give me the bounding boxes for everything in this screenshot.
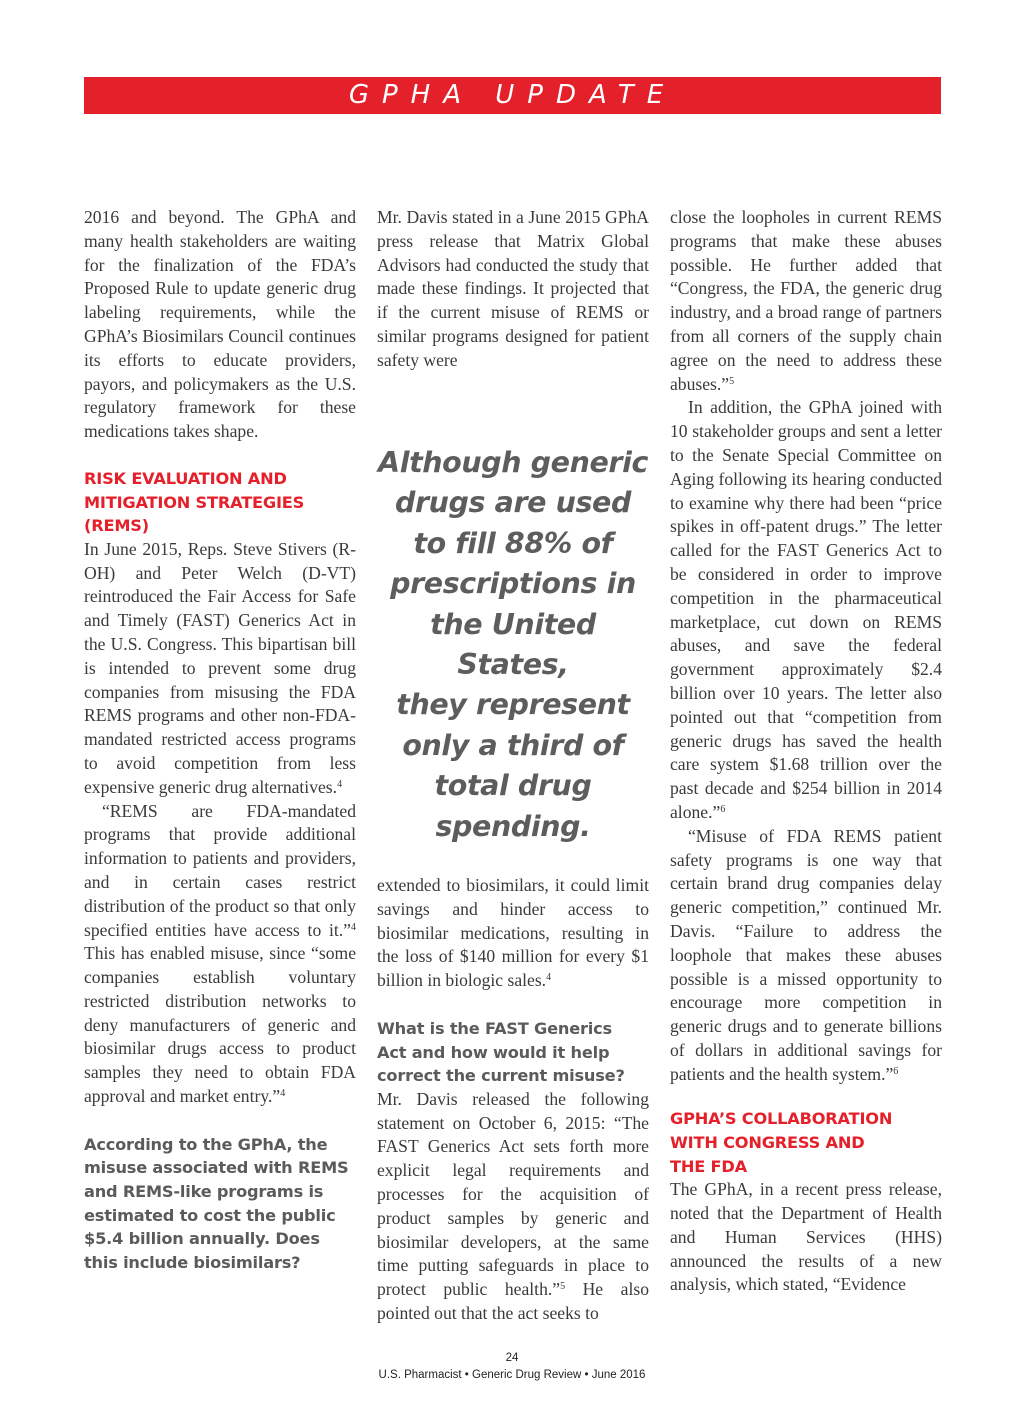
paragraph-text: This has enabled misuse, since “some companies establish voluntary restricted distribution networks to deny manufacturers of generic and biosimilar drugs access to product samples they need to obtain FDA approval and market entry.”: [84, 943, 356, 1107]
paragraph-text: Mr. Davis released the following statement on October 6, 2015: “The FAST Generics Act sets forth more explicit legal requirements and processes for the acquisition of product samples by generic and biosimilar developers, at the same time putting safeguards in place to protect public health.”: [377, 1088, 649, 1300]
question-heading: [377, 1017, 649, 1088]
paragraph: [84, 800, 356, 1109]
paragraph-text: He also pointed out that the act seeks to: [377, 1279, 649, 1323]
heading-line: Act and how would it help: [377, 1042, 610, 1062]
footnote-ref: 4: [280, 1088, 286, 1100]
heading-line: According to the GPhA, the: [84, 1134, 328, 1154]
paragraph: [84, 538, 356, 800]
heading-line: and REMS-like programs is: [84, 1182, 324, 1202]
heading-line: $5.4 billion annually. Does: [84, 1229, 320, 1249]
heading-line: What is the FAST Generics: [377, 1018, 612, 1038]
pull-quote-line: total drug: [434, 769, 592, 803]
paragraph-text: close the loopholes in current REMS programs that make these abuses possible. He further added that “Congress, the FDA, the generic drug industry, and a broad range of partners from all corners of the supply chain agree on the need to address these abuses.”: [670, 207, 942, 394]
pull-quote-line: to fill 88% of: [413, 526, 613, 560]
paragraph-text: extended to biosimilars, it could limit savings and hinder access to biosimilar medications, resulting in the loss of $140 million for every $1 billion in biologic sales.: [377, 875, 649, 991]
footnote-ref: 5: [560, 1281, 566, 1293]
header-banner: [84, 77, 941, 114]
paragraph: [377, 874, 649, 993]
pull-quote-line: Although generic: [378, 446, 648, 479]
heading-line: MITIGATION STRATEGIES: [84, 492, 305, 512]
paragraph: The GPhA, in a recent press release, noted that the Department of Health and Human Services (HHS) announced the results of a new analysis, which stated, “Evidence: [670, 1179, 942, 1295]
section-heading-rems: [84, 467, 356, 538]
pull-quote-line: the United States,: [430, 607, 596, 682]
footnote-ref: 5: [729, 375, 735, 387]
column-3: [670, 206, 942, 1297]
paragraph: [377, 1088, 649, 1326]
paragraph-text: In addition, the GPhA joined with 10 stakeholder groups and sent a letter to the Senate Special Committee on Aging following its hearing conducted to examine why there had been “price spikes in off-patent drugs.” The letter called for the FAST Generics Act to be considered in order to improve competition in the pharmaceutical marketplace, cut down on REMS abuses, and save the federal government approximately $2.4 billion over 10 years. The letter also pointed out that “competition from generic drugs has saved the health care system $1.68 trillion over the past decade and $254 billion in 2014 alone.”: [670, 397, 942, 822]
heading-line: RISK EVALUATION AND: [84, 468, 287, 488]
heading-line: estimated to cost the public: [84, 1205, 336, 1225]
heading-line: misuse associated with REMS: [84, 1158, 349, 1178]
paragraph-text: “REMS are FDA-mandated programs that provide additional information to patients and providers, and in certain cases restrict distribution of the product so that only specified entities have access to it.”: [84, 800, 356, 940]
paragraph: [670, 206, 942, 396]
footnote-ref: 4: [546, 972, 552, 984]
pull-quote-line: prescriptions in: [390, 567, 636, 601]
paragraph: [670, 825, 942, 1087]
heading-line: (REMS): [84, 516, 149, 536]
paragraph: [670, 396, 942, 824]
paragraph-text: In June 2015, Reps. Steve Stivers (R-OH) and Peter Welch (D-VT) reintroduced the Fair Access for Safe and Timely (FAST) Generics Act in the U.S. Congress. This bipartisan bill is intended to prevent some drug companies from misusing the FDA REMS programs and other non-FDA-mandated restricted access programs to avoid competition from less expensive generic drug alternatives.: [84, 538, 356, 797]
heading-line: GPHA’S COLLABORATION: [670, 1109, 893, 1129]
question-heading: [84, 1133, 356, 1275]
page-number: 24: [505, 1352, 519, 1364]
heading-line: correct the current misuse?: [377, 1066, 625, 1086]
paragraph: 2016 and beyond. The GPhA and many health stakeholders are waiting for the finalization of the FDA’s Proposed Rule to update generic drug labeling requirements, while the GPhA’s Biosimilars Council continues its efforts to educate providers, payors, and policymakers as the U.S. regulatory framework for these medications takes shape.: [84, 207, 356, 442]
pull-quote-line: drugs are used: [395, 486, 631, 520]
footer-publication: U.S. Pharmacist • Generic Drug Review • June 2016: [378, 1369, 646, 1381]
footnote-ref: 4: [351, 921, 356, 933]
pull-quote-line: they represent: [396, 688, 630, 722]
footnote-ref: 6: [720, 803, 726, 815]
pull-quote: [372, 443, 654, 847]
heading-line: this include biosimilars?: [84, 1252, 301, 1272]
column-2-bottom: [377, 874, 649, 1326]
pull-quote-line: spending.: [435, 809, 591, 843]
section-heading-collaboration: [670, 1107, 942, 1178]
column-2-top: [377, 206, 649, 373]
banner-title: GPHA UPDATE: [348, 80, 677, 110]
pull-quote-line: only a third of: [402, 728, 624, 762]
footnote-ref: 6: [893, 1065, 899, 1077]
column-1: [84, 206, 356, 1274]
footnote-ref: 4: [337, 778, 343, 790]
paragraph: Mr. Davis stated in a June 2015 GPhA press release that Matrix Global Advisors had conducted the study that made these findings. It projected that if the current misuse of REMS or similar programs designed for patient safety were: [377, 207, 649, 370]
heading-line: WITH CONGRESS AND: [670, 1133, 865, 1153]
paragraph-text: “Misuse of FDA REMS patient safety programs is one way that certain brand drug companies delay generic competition,” continued Mr. Davis. “Failure to address the loophole that makes these abuses possible is a missed opportunity to encourage more competition in generic drugs and to generate billions of dollars in additional savings for patients and the health system.”: [670, 825, 942, 1084]
heading-line: THE FDA: [670, 1156, 747, 1176]
